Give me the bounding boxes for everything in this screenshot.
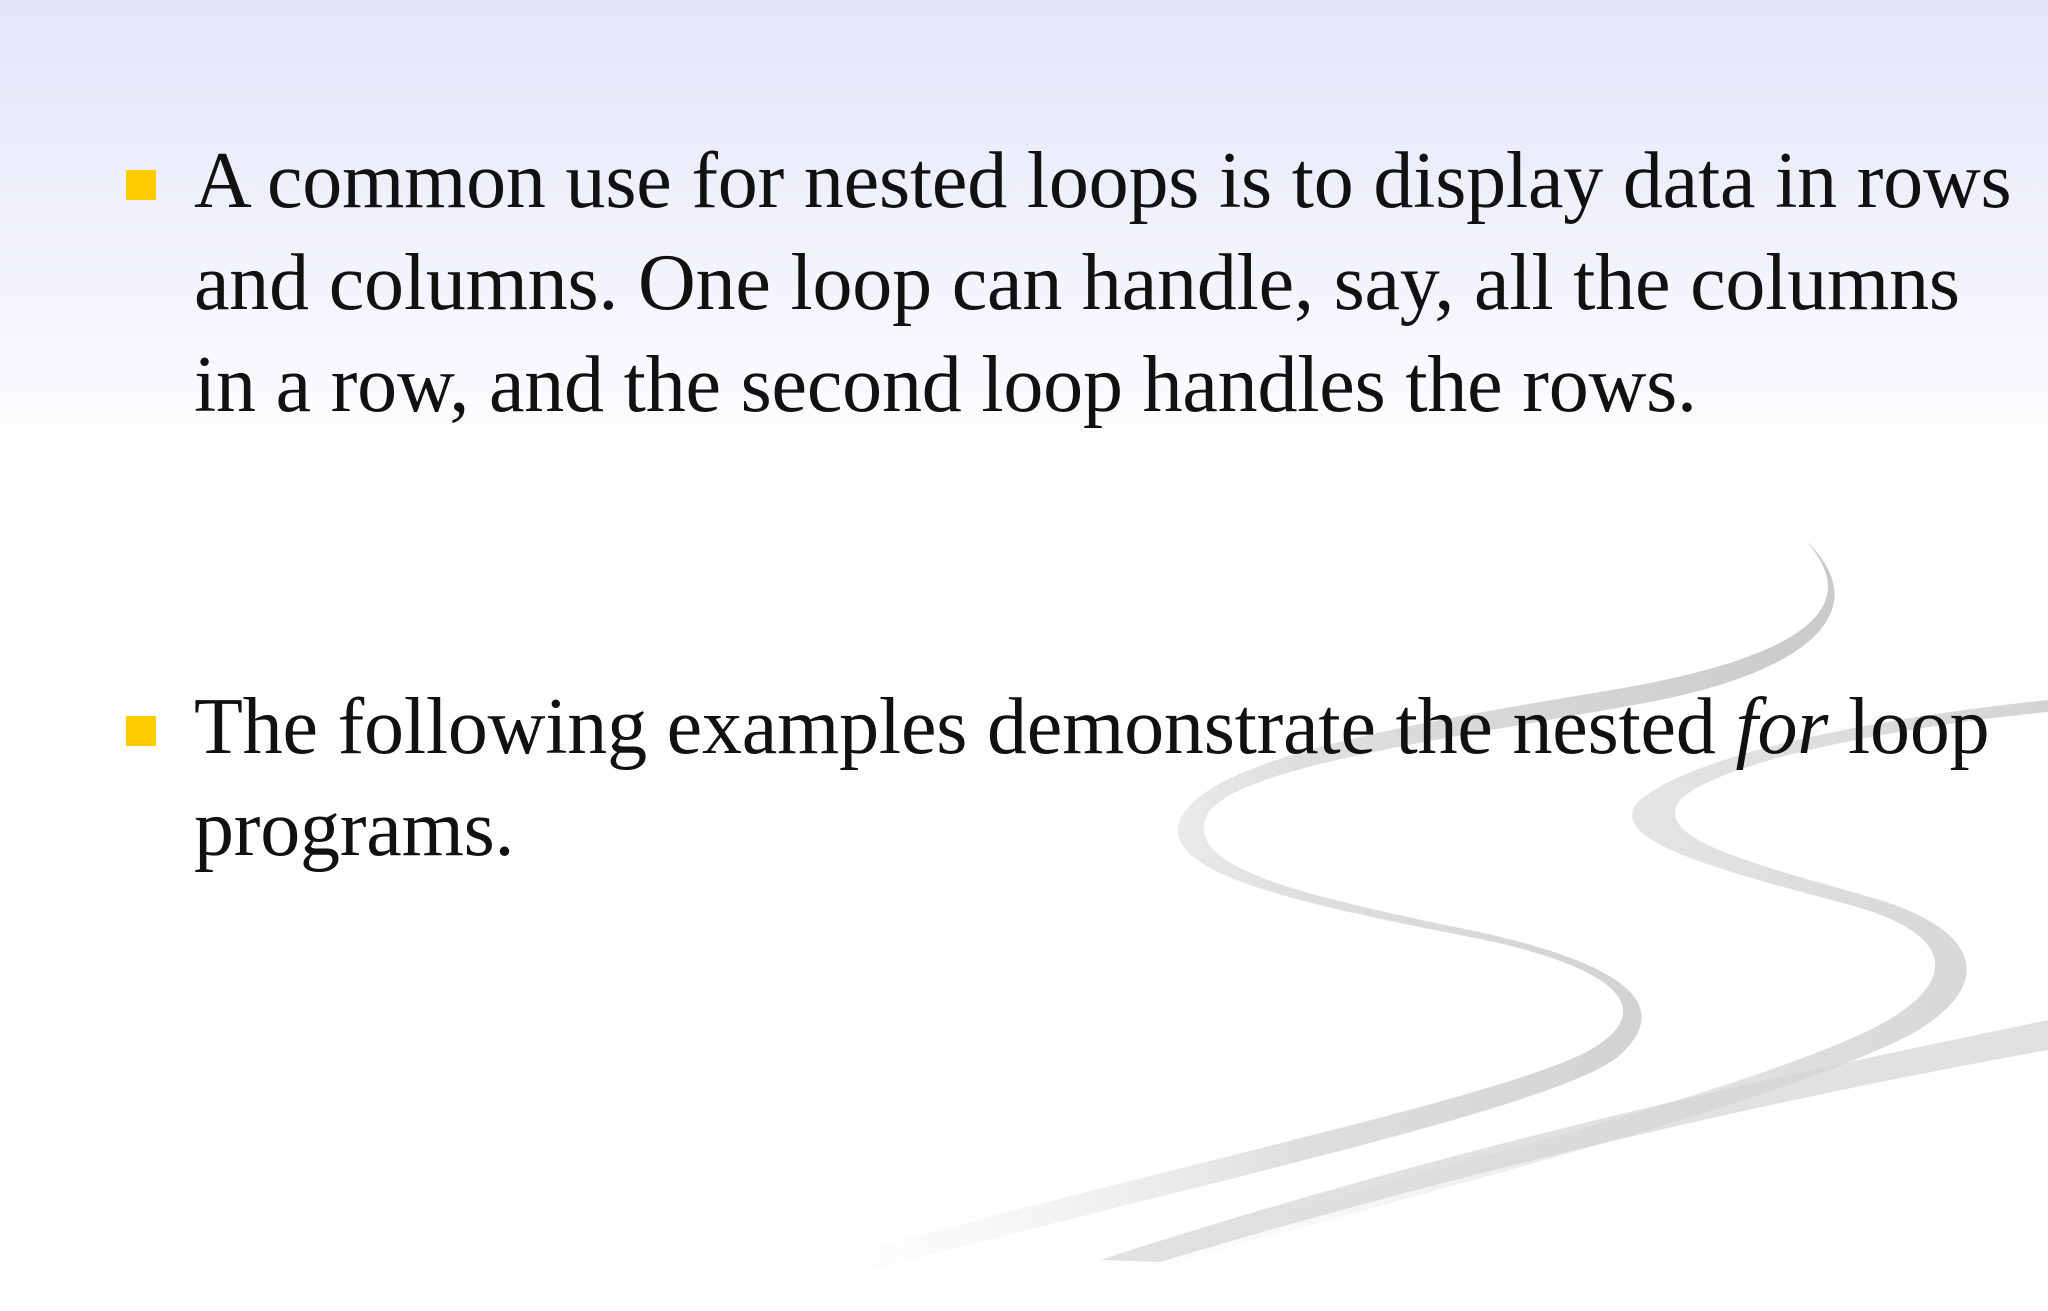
- bullet-text-2: [194, 676, 2034, 880]
- bullet-text-2-before: The following examples demonstrate the nested: [194, 683, 1736, 771]
- bullet-square-icon: [126, 170, 156, 200]
- bullet-text-1: A common use for nested loops is to display data in rows and columns. One loop can handle, say, all the columns in a row, and the second loop handles the rows.: [194, 137, 2012, 429]
- swoosh-lower: [1100, 1020, 2048, 1262]
- bullet-text-2-italic: for: [1735, 683, 1829, 771]
- bullet-square-icon: [126, 716, 156, 746]
- bullet-text-2-after: loop programs.: [194, 683, 1990, 873]
- swoosh-upper: [720, 540, 1834, 1300]
